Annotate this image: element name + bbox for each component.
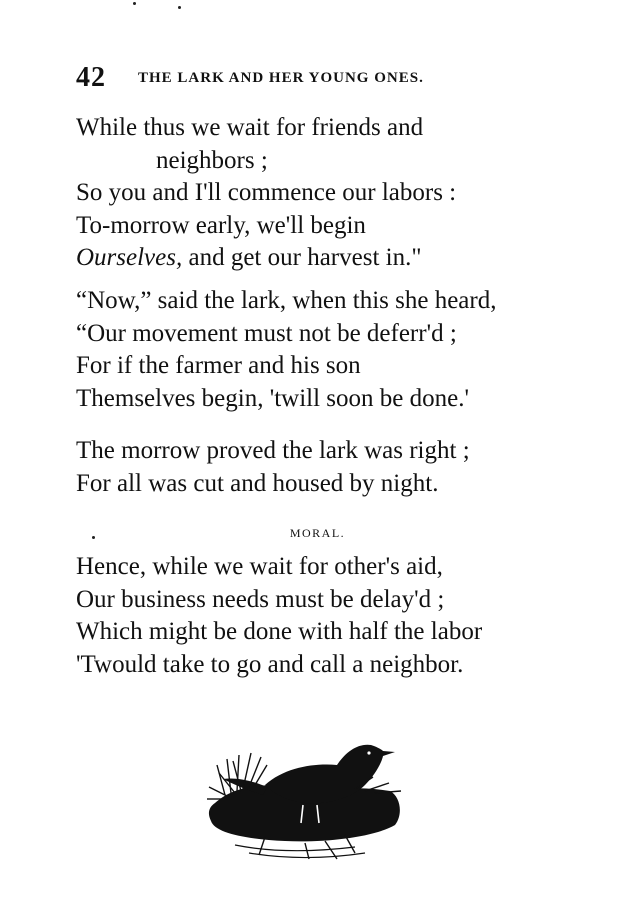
verse-line	[76, 242, 576, 275]
moral-heading: MORAL.	[289, 526, 346, 540]
verse-line: Themselves begin, 'twill soon be done.'	[76, 384, 469, 412]
verse-line: Our business needs must be delay'd ;	[76, 585, 445, 613]
page-number: 42	[76, 62, 106, 93]
stanza-3	[76, 435, 576, 500]
verse-line: Hence, while we wait for other's aid,	[76, 553, 443, 580]
verse-line: Which might be done with half the labor	[76, 618, 483, 645]
verse-line: neighbors ;	[156, 146, 268, 174]
stanza-1	[76, 112, 576, 275]
verse-line: For if the farmer and his son	[76, 352, 361, 379]
verse-line: “Now,” said the lark, when this she heard,	[76, 287, 497, 314]
running-title: THE LARK AND HER YOUNG ONES.	[138, 70, 424, 86]
italic-word: Ourselves,	[76, 244, 183, 271]
verse-line: 'Twould take to go and call a neighbor.	[76, 650, 464, 678]
verse-line: So you and I'll commence our labors :	[76, 179, 457, 206]
page-header	[76, 62, 556, 92]
verse-line: The morrow proved the lark was right ;	[76, 437, 470, 464]
print-speck	[133, 2, 136, 5]
verse-line: While thus we wait for friends and	[76, 114, 424, 141]
verse-line-rest: and get our harvest in."	[182, 244, 422, 271]
lark-on-nest-engraving-icon	[205, 725, 405, 865]
verse-line: To-morrow early, we'll begin	[76, 211, 366, 239]
verse-line: “Our movement must not be deferr'd ;	[76, 319, 457, 347]
moral-stanza	[76, 551, 576, 681]
print-speck	[178, 6, 181, 9]
verse-line: For all was cut and housed by night.	[76, 469, 439, 497]
stanza-2	[76, 285, 576, 415]
